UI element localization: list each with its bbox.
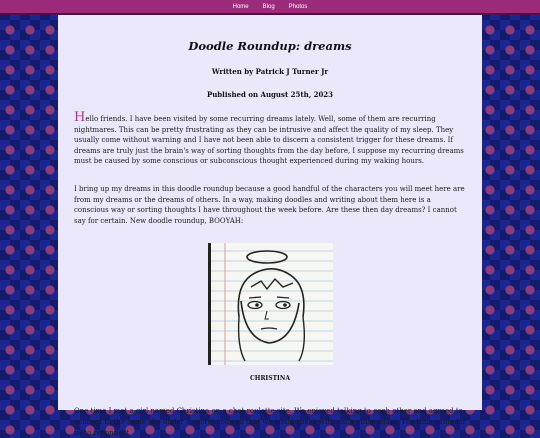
paragraph-roundup: I bring up my dreams in this doodle roundup because a good handful of the characters you will meet here are from my dreams or the dreams of others. In a way, making doodles and writing about them here is a conscious way or sorting thoughts I have throughout the week before. Are these then day dreams? I cannot say for certain. New doodle roundup, BOOYAH: [74, 184, 465, 225]
paragraph-intro [74, 110, 466, 167]
article-byline: Written by Patrick J Turner Jr [211, 67, 329, 76]
nav-home-link[interactable]: Home [232, 3, 249, 10]
article-date: Published on August 25th, 2023 [206, 90, 334, 99]
nav-photos-link[interactable]: Photos [288, 3, 308, 10]
article-title: Doodle Roundup: dreams [188, 39, 352, 53]
article-panel [58, 15, 482, 437]
paragraph-christina: One time I met a girl named Christina on a chat roulette site. We enjoyed talking to each other and agreed to connect to the same site under a secret code so that we could speak with each other again. The time came for us to reconnect [74, 407, 466, 437]
image-caption: CHRISTINA [250, 375, 290, 383]
drop-cap: H [74, 110, 86, 125]
top-nav [0, 0, 540, 15]
paragraph-intro-text: ello friends. I have been visited by some recurring dreams lately. Well, some of them are recurring nightmares. This can be pretty frustrating as they can be intrusive and affect the quality of my sleep. They usually come without warning and I have not been able to discern a consistent trigger for these dreams. If dreams are truly just the brain's way of sorting thoughts from the day before, I suppose my recurring dreams must be caused by some conscious or subconscious thought experienced during my waking hours. [74, 115, 464, 166]
christina-doodle-image [208, 243, 333, 365]
nav-blog-link[interactable]: Blog [262, 3, 275, 10]
